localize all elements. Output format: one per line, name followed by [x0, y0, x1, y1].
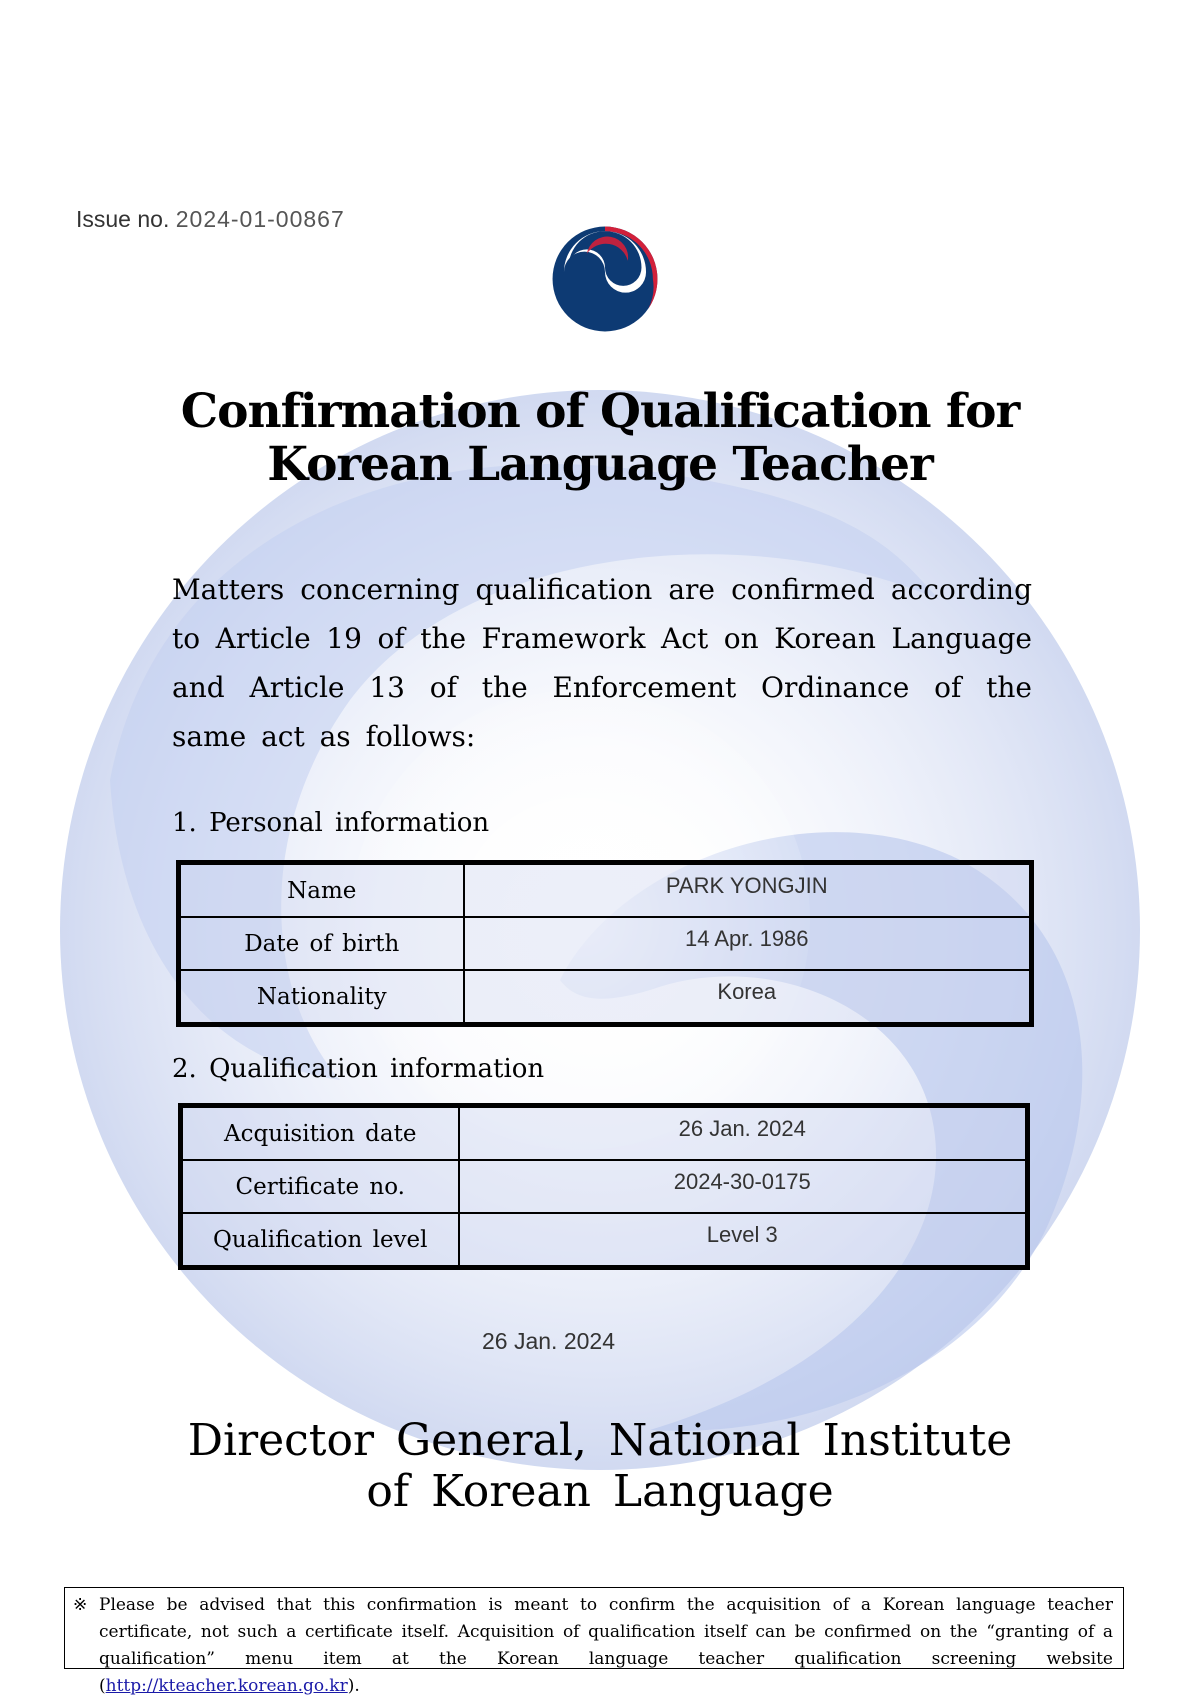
certificate-no-value: 2024-30-0175 — [459, 1160, 1028, 1213]
qualification-info-heading: 2. Qualification information — [172, 1054, 545, 1084]
document-title — [120, 385, 1080, 491]
table-row — [181, 1106, 1028, 1161]
title-line-2: Korean Language Teacher — [267, 437, 933, 492]
nationality-value: Korea — [464, 970, 1032, 1025]
taegeuk-emblem-icon — [548, 222, 662, 336]
qualification-info-table — [178, 1103, 1030, 1270]
signer-title — [120, 1415, 1080, 1517]
kteacher-website-link[interactable]: http://kteacher.korean.go.kr — [105, 1676, 348, 1696]
issue-number — [76, 206, 345, 233]
nationality-label: Nationality — [179, 970, 464, 1025]
table-row — [179, 970, 1032, 1025]
issue-date: 26 Jan. 2024 — [482, 1328, 616, 1354]
table-row — [179, 863, 1032, 918]
title-line-1: Confirmation of Qualification for — [180, 384, 1020, 439]
acquisition-date-label: Acquisition date — [181, 1106, 459, 1161]
qualification-level-label: Qualification level — [181, 1213, 459, 1268]
notice-suffix: ). — [347, 1676, 360, 1696]
notice-box — [64, 1587, 1124, 1696]
personal-info-heading: 1. Personal information — [172, 808, 490, 838]
table-row — [181, 1160, 1028, 1213]
issue-label: Issue no. — [76, 206, 170, 232]
dob-value: 14 Apr. 1986 — [464, 917, 1032, 970]
issue-value: 2024-01-00867 — [175, 206, 345, 232]
reference-mark-icon: ※ — [73, 1595, 88, 1615]
signer-line-2: of Korean Language — [366, 1466, 834, 1517]
table-row — [179, 917, 1032, 970]
notice-text: Please be advised that this confirmation is meant to confirm the acquisition of a Korean language teacher certificate, not such a certificate itself. Acquisition of qualification itself can be confirmed on the “granting of a qualification” menu item at the Korean language teacher qualification screening website ( — [99, 1595, 1113, 1696]
table-row — [181, 1213, 1028, 1268]
qualification-level-value: Level 3 — [459, 1213, 1028, 1268]
acquisition-date-value: 26 Jan. 2024 — [459, 1106, 1028, 1161]
personal-info-table — [176, 860, 1034, 1027]
certificate-no-label: Certificate no. — [181, 1160, 459, 1213]
dob-label: Date of birth — [179, 917, 464, 970]
name-label: Name — [179, 863, 464, 918]
signer-line-1: Director General, National Institute — [187, 1415, 1013, 1466]
intro-paragraph: Matters concerning qualification are confirmed according to Article 19 of the Framework Act on Korean Language and Article 13 of the Enforcement Ordinance of the same act as follows: — [172, 573, 1032, 753]
name-value: PARK YONGJIN — [464, 863, 1032, 918]
